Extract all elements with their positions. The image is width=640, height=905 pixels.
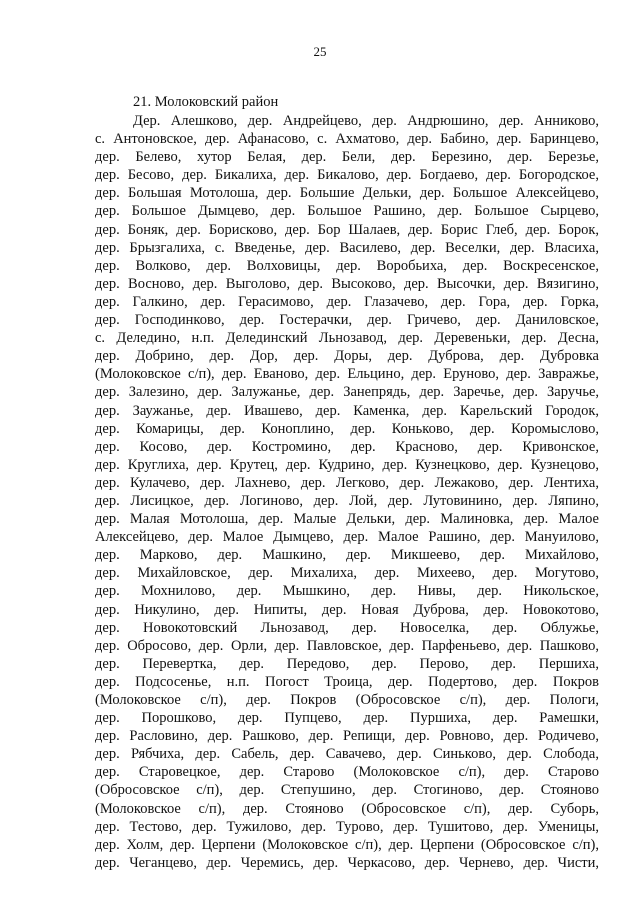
text-line: дер. Косово, дер. Костромино, дер. Красново, дер. Кривонское, [95, 438, 599, 455]
body-paragraph [95, 112, 599, 872]
text-line: дер. Комарицы, дер. Коноплино, дер. Коньково, дер. Коромыслово, [95, 420, 599, 437]
text-line: дер. Расловино, дер. Рашково, дер. Репищи, дер. Ровново, дер. Родичево, [95, 728, 599, 745]
text-line: дер. Господинково, дер. Гостерачки, дер. Гричево, дер. Даниловское, [95, 312, 599, 329]
section-heading: 21. Молоковский район [133, 94, 279, 110]
text-line: дер. Михайловское, дер. Михалиха, дер. Михеево, дер. Могутово, [95, 565, 599, 582]
text-line: дер. Лисицкое, дер. Логиново, дер. Лой, дер. Лутовинино, дер. Ляпино, [95, 492, 599, 509]
text-line: (Молоковское с/п), дер. Покров (Обросовское с/п), дер. Пологи, [95, 692, 599, 708]
text-line: дер. Никулино, дер. Нипиты, дер. Новая Дуброва, дер. Новокотово, [95, 601, 599, 618]
text-line: дер. Новокотовский Льнозавод, дер. Новоселка, дер. Облужье, [95, 619, 599, 636]
text-line: дер. Боняк, дер. Борисково, дер. Бор Шалаев, дер. Борис Глеб, дер. Борок, [95, 221, 599, 238]
text-line: дер. Белево, хутор Белая, дер. Бели, дер. Березино, дер. Березье, [95, 149, 599, 166]
page-number: 25 [313, 44, 327, 59]
text-line: дер. Подсосенье, н.п. Погост Троица, дер. Подертово, дер. Покров [95, 673, 599, 690]
text-line: дер. Круглиха, дер. Крутец, дер. Кудрино, дер. Кузнецково, дер. Кузнецово, [95, 456, 599, 473]
text-line: с. Деледино, н.п. Делединский Льнозавод, дер. Деревеньки, дер. Десна, [95, 330, 599, 347]
text-line: дер. Тестово, дер. Тужилово, дер. Турово, дер. Тушитово, дер. Уменицы, [95, 818, 599, 835]
text-line: Дер. Алешково, дер. Андрейцево, дер. Андрюшино, дер. Анниково, [133, 113, 599, 129]
text-line: с. Антоновское, дер. Афанасово, с. Ахматово, дер. Бабино, дер. Баринцево, [95, 131, 599, 148]
text-line: дер. Мохнилово, дер. Мышкино, дер. Нивы, дер. Никольское, [95, 583, 599, 600]
text-line: дер. Рябчиха, дер. Сабель, дер. Савачево, дер. Синьково, дер. Слобода, [95, 746, 599, 763]
text-line: дер. Чеганцево, дер. Черемись, дер. Черкасово, дер. Чернево, дер. Чисти, [95, 854, 599, 871]
text-line: дер. Восново, дер. Выголово, дер. Высоково, дер. Высочки, дер. Вязигино, [95, 275, 599, 292]
text-line: (Молоковское с/п), дер. Еваново, дер. Ельцино, дер. Еруново, дер. Завражье, [95, 366, 599, 383]
text-line: дер. Малая Мотолоша, дер. Малые Дельки, дер. Малиновка, дер. Малое [95, 511, 599, 528]
text-line: Алексейцево, дер. Малое Дымцево, дер. Малое Рашино, дер. Мануилово, [95, 529, 599, 546]
text-line: дер. Старовецкое, дер. Старово (Молоковское с/п), дер. Старово [95, 764, 599, 781]
text-line: дер. Волково, дер. Волховицы, дер. Воробьиха, дер. Воскресенское, [95, 257, 599, 274]
text-line: дер. Брызгалиха, с. Введенье, дер. Василево, дер. Веселки, дер. Власиха, [95, 239, 599, 256]
text-line: дер. Марково, дер. Машкино, дер. Микшеево, дер. Михайлово, [95, 547, 599, 564]
text-line: дер. Залезино, дер. Залужанье, дер. Занепрядь, дер. Заречье, дер. Заручье, [95, 384, 599, 401]
text-line: дер. Галкино, дер. Герасимово, дер. Глазачево, дер. Гора, дер. Горка, [95, 293, 599, 310]
text-line: дер. Перевертка, дер. Передово, дер. Перово, дер. Першиха, [95, 655, 599, 672]
text-line: дер. Заужанье, дер. Ивашево, дер. Каменка, дер. Карельский Городок, [95, 402, 599, 419]
text-line: дер. Обросово, дер. Орли, дер. Павловское, дер. Парфеньево, дер. Пашково, [95, 637, 599, 654]
text-line: дер. Порошково, дер. Пупцево, дер. Пуршиха, дер. Рамешки, [95, 710, 599, 727]
text-line: (Обросовское с/п), дер. Степушино, дер. Стогиново, дер. Стояново [95, 782, 599, 799]
text-line: дер. Добрино, дер. Дор, дер. Доры, дер. Дуброва, дер. Дубровка [95, 348, 599, 365]
text-line: дер. Большое Дымцево, дер. Большое Рашино, дер. Большое Сырцево, [95, 203, 599, 220]
text-line: дер. Бесово, дер. Бикалиха, дер. Бикалово, дер. Богдаево, дер. Богородское, [95, 167, 599, 184]
text-line: (Молоковское с/п), дер. Стояново (Обросовское с/п), дер. Суборь, [95, 800, 599, 817]
text-line: дер. Холм, дер. Церпени (Молоковское с/п), дер. Церпени (Обросовское с/п), [95, 836, 599, 853]
text-line: дер. Кулачево, дер. Лахнево, дер. Легково, дер. Лежаково, дер. Лентиха, [95, 474, 599, 491]
text-line: дер. Большая Мотолоша, дер. Большие Дельки, дер. Большое Алексейцево, [95, 185, 599, 202]
